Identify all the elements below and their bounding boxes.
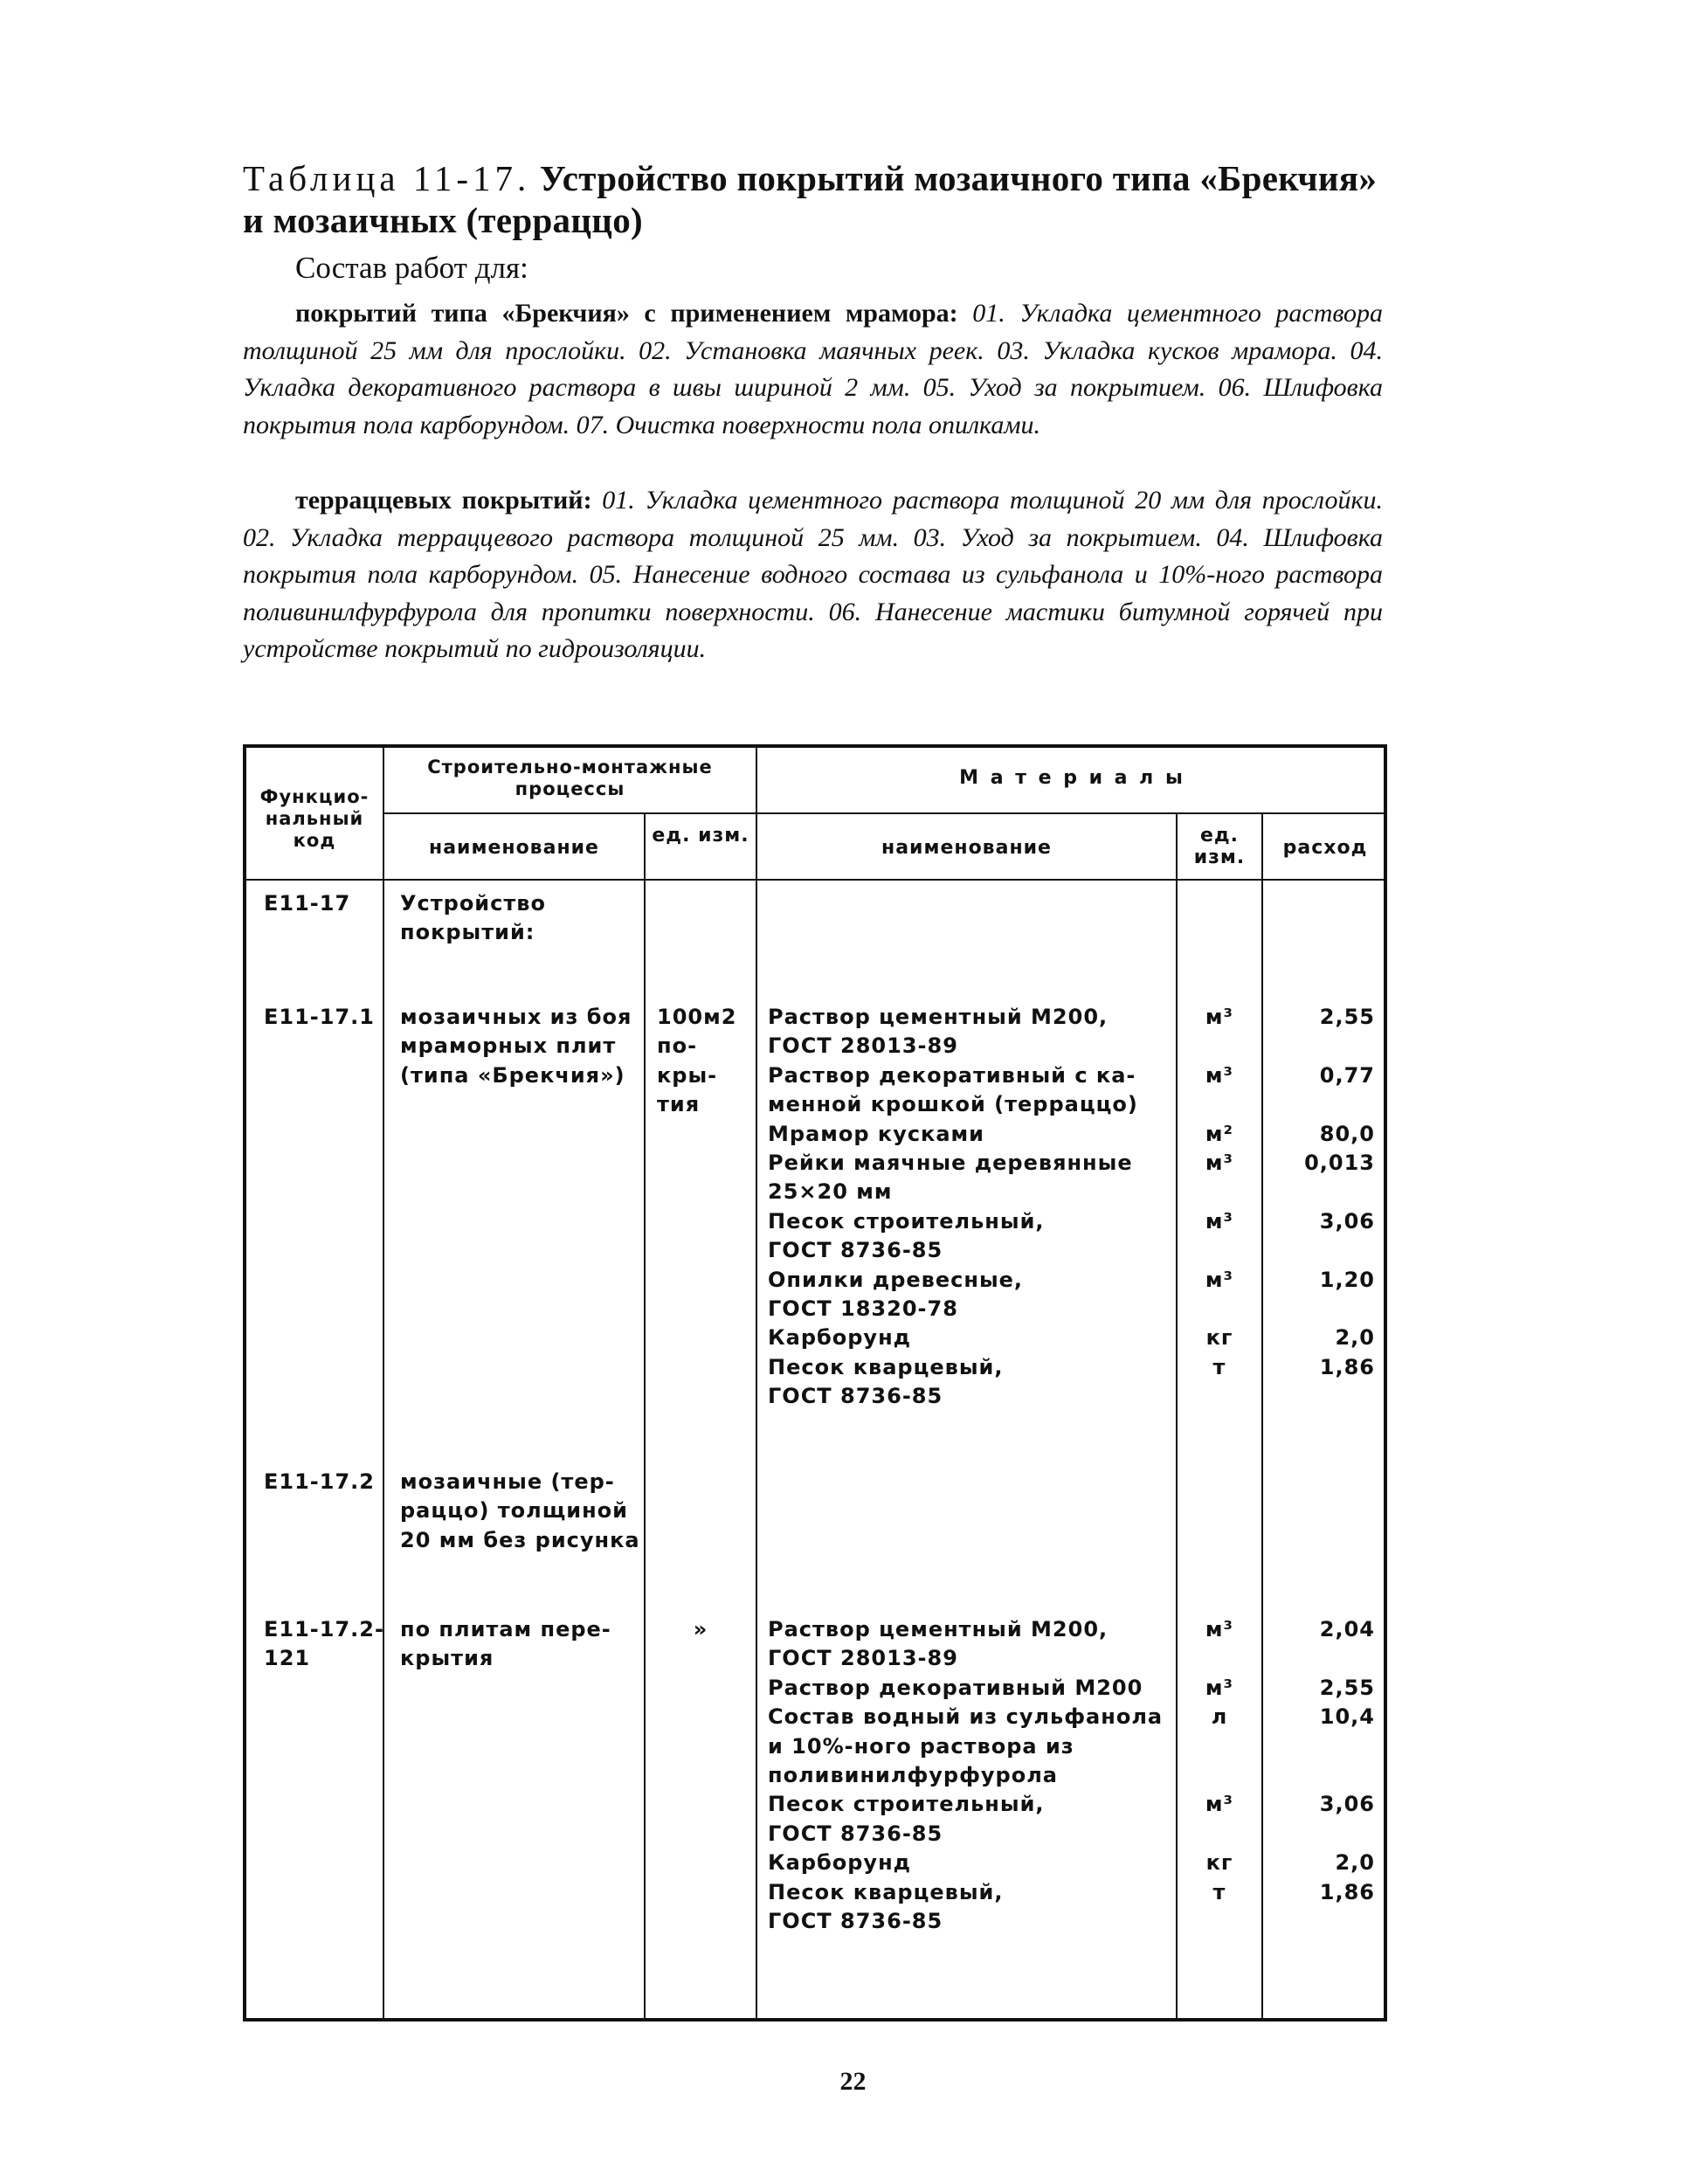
header-processes: Строительно-монтажные процессы [427,757,713,799]
material-unit: м² [1205,1121,1234,1146]
process-slabs: по плитам пере- крытия [400,1617,611,1671]
material-qty: 2,04 [1319,1617,1375,1641]
title-text: Устройство покрытий мозаичного типа «Брекчия» и мозаичных (терраццо) [243,158,1378,240]
material-qty: 2,0 [1335,1325,1375,1351]
process-terrazzo: мозаичные (тер- раццо) толщиной 20 мм без рисунка [400,1469,640,1552]
material-unit: м³ [1205,1267,1234,1292]
process-unit-100m2: 100м2 по- кры- тия [657,1005,737,1117]
header-divider [383,812,1384,814]
material-name: Состав водный из сульфанола и 10%-ного раствора из поливинилфурфурола [768,1704,1164,1787]
header-materials: М а т е р и а л ы [959,767,1185,789]
process-device: Устройство покрытий: [400,891,546,945]
col-divider [383,748,384,2018]
material-unit: кг [1205,1850,1233,1876]
material-qty: 0,013 [1304,1151,1375,1175]
code-e11-17-2: Е11-17.2 [264,1469,375,1494]
col-divider [756,748,757,2018]
page-number: 22 [839,2067,867,2096]
material-unit: л [1211,1704,1228,1730]
material-name: Карборунд [768,1850,912,1876]
header-material-name: наименование [881,837,1052,859]
material-unit: т [1212,1879,1226,1904]
breccia-label: покрытий типа «Брекчия» с применением мрамора: [295,299,958,328]
material-name: Песок строительный, ГОСТ 8736-85 [768,1208,1045,1263]
terrazzo-operations: 01. Укладка цементного раствора толщиной 20 мм для прослойки. 02. Укладка терраццевого раствора толщиной 25 мм. 03. Уход за покрытием. 04. Шлифовка покрытия пола карборундом. 05. Нанесение водного состава из сульфанола и 10%-ного раствора поливинилфурфурола для пропитки поверхности. 06. Нанесение мастики битумной горячей при устройстве покрытий по гидроизоляции. [243,486,1384,663]
material-name: Раствор декоративный М200 [768,1675,1143,1700]
material-name: Песок строительный, ГОСТ 8736-85 [768,1792,1045,1846]
material-unit: м³ [1205,1675,1234,1700]
terrazzo-label: терраццевых покрытий: [295,486,592,515]
material-unit: м³ [1205,1005,1234,1029]
work-composition-terrazzo [243,482,1383,668]
breccia-operations: 01. Укладка цементного раствора толщиной 25 мм для прослойки. 02. Установка маячных реек. 03. Укладка кусков мрамора. 04. Укладка декоративного раствора в швы шириной 2 мм. 05. Уход за покрытием. 06. Шлифовка покрытия пола карборундом. 07. Очистка поверхности пола опилками. [243,299,1384,439]
title-lead: Таблица 11-17. [243,158,531,198]
material-qty: 1,86 [1319,1354,1375,1379]
header-material-qty: расход [1282,837,1368,859]
material-unit: кг [1205,1325,1233,1351]
col-divider [644,812,646,2018]
code-e11-17-1: Е11-17.1 [264,1005,375,1029]
material-qty: 3,06 [1319,1208,1375,1234]
material-qty: 10,4 [1319,1704,1375,1730]
col-divider [1176,812,1178,2018]
material-name: Песок кварцевый, ГОСТ 8736-85 [768,1879,1004,1933]
material-name: Песок кварцевый, ГОСТ 8736-85 [768,1354,1004,1409]
material-name: Рейки маячные деревянные 25×20 мм [768,1151,1133,1205]
material-unit: м³ [1205,1208,1234,1234]
code-e11-17: Е11-17 [264,891,351,916]
code-e11-17-2-121: Е11-17.2- 121 [264,1617,384,1671]
material-name: Раствор цементный М200, ГОСТ 28013-89 [768,1005,1109,1059]
material-unit: м³ [1205,1062,1234,1088]
header-material-unit: ед. изм. [1193,825,1246,868]
header-process-name: наименование [429,837,599,859]
material-name: Опилки древесные, ГОСТ 18320-78 [768,1267,1024,1321]
material-name: Мрамор кусками [768,1121,984,1146]
material-qty: 3,06 [1319,1792,1375,1817]
material-name: Карборунд [768,1325,912,1351]
materials-table [243,744,1387,2022]
material-unit: м³ [1205,1617,1234,1641]
table-title [243,157,1383,241]
material-unit: м³ [1205,1792,1234,1817]
header-bottom-line [246,879,1384,881]
material-qty: 1,20 [1319,1267,1375,1292]
header-process-unit: ед. изм. [652,825,749,847]
material-name: Раствор цементный М200, ГОСТ 28013-89 [768,1617,1109,1671]
material-qty: 2,0 [1335,1850,1375,1876]
process-breccia: мозаичных из боя мраморных плит (типа «Брекчия») [400,1005,632,1088]
material-qty: 1,86 [1319,1879,1375,1904]
work-composition-label: Состав работ для: [295,251,528,285]
process-unit-ditto: » [693,1617,708,1641]
material-unit: м³ [1205,1151,1234,1175]
material-name: Раствор декоративный с ка- менной крошкой (терраццо) [768,1062,1138,1117]
header-code: Функцио- нальный код [259,786,370,851]
material-qty: 2,55 [1319,1005,1375,1029]
col-divider [1261,812,1263,2018]
material-unit: т [1212,1354,1226,1379]
material-qty: 0,77 [1319,1062,1375,1088]
work-composition-breccia [243,295,1383,444]
material-qty: 80,0 [1319,1121,1375,1146]
material-qty: 2,55 [1319,1675,1375,1700]
